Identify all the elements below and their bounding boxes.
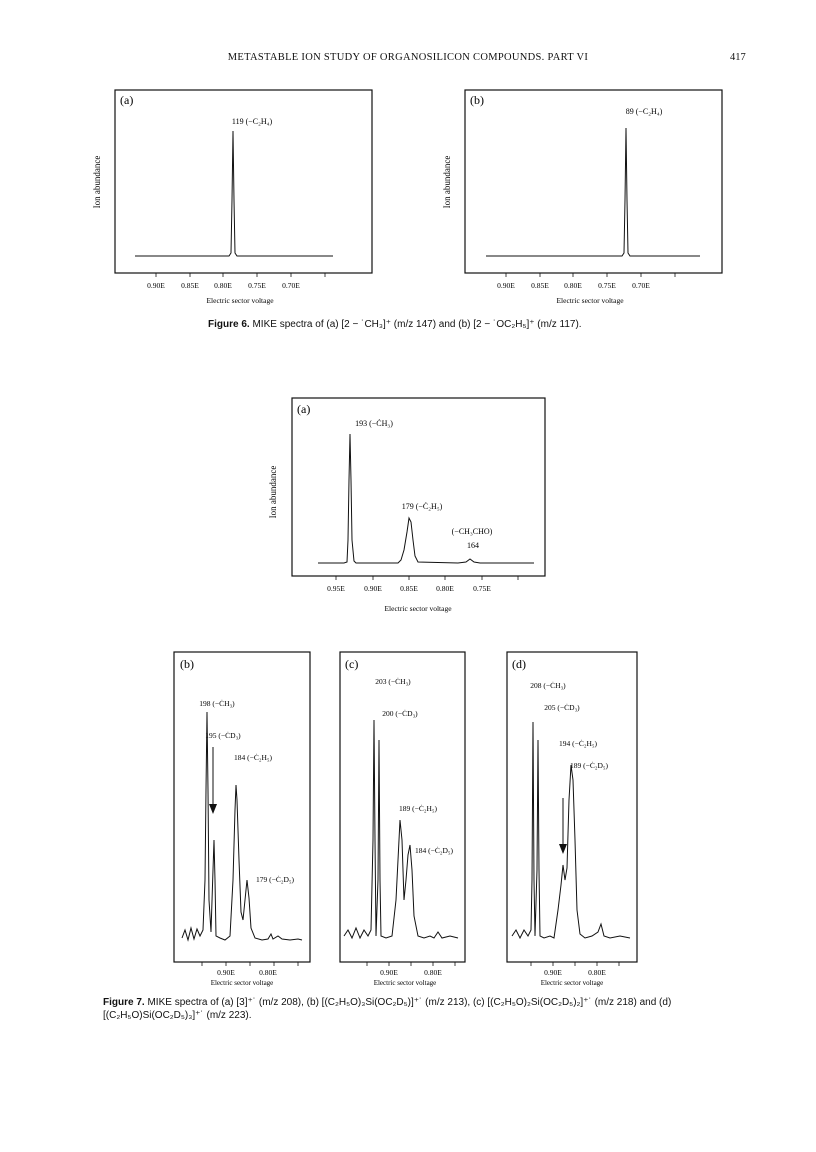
panel-b-xtick: 0.80E — [564, 281, 582, 290]
fig7a-xlabel: Electric sector voltage — [384, 604, 452, 613]
panel-a-xtick: 0.80E — [214, 281, 232, 290]
fig7d-peak-label: 205 (−ĊD₃) — [544, 703, 580, 712]
panel-a-xtick: 0.90E — [147, 281, 165, 290]
fig7c — [340, 652, 465, 987]
fig7c-xtick: 0.80E — [424, 968, 442, 977]
fig7b-spectrum-line — [182, 712, 302, 940]
fig7a-xtick: 0.75E — [473, 584, 491, 593]
fig7d — [507, 652, 637, 987]
figure-6-caption-text: MIKE spectra of (a) [2 − ˙CH₃]⁺ (m/z 147) and (b) [2 − ˙OC₂H₅]⁺ (m/z 117). — [252, 319, 582, 330]
panel-a-xtick: 0.70E — [282, 281, 300, 290]
panel-b-xlabel: Electric sector voltage — [556, 296, 624, 305]
fig7d-spectrum-line — [512, 722, 630, 938]
fig7d-peak-label: 194 (−Ċ₂H₅) — [559, 739, 597, 748]
figure-6 — [0, 0, 816, 330]
fig7a-xtick: 0.85E — [400, 584, 418, 593]
panel-a-ylabel: Ion abundance — [92, 155, 102, 209]
figure-6-caption-label: Figure 6. — [208, 319, 250, 330]
fig7c-peak-label: 184 (−Ċ₂D₅) — [415, 846, 453, 855]
fig7a-label: (a) — [297, 402, 311, 416]
panel-b-xtick: 0.75E — [598, 281, 616, 290]
figure-7-panels-bcd — [0, 640, 816, 1000]
fig7a-peak-label: (−CH₃CHO) — [451, 527, 493, 536]
fig7d-peak-label: 208 (−ĊH₃) — [530, 681, 566, 690]
fig7a-xtick: 0.90E — [364, 584, 382, 593]
fig7b-xlabel: Electric sector voltage — [210, 979, 274, 987]
panel-b-spectrum-line — [486, 128, 700, 256]
fig7d-xlabel: Electric sector voltage — [540, 979, 604, 987]
panel-b-ylabel: Ion abundance — [442, 155, 452, 209]
fig7d-frame — [507, 652, 637, 962]
running-head: METASTABLE ION STUDY OF ORGANOSILICON COMPOUNDS. PART VI — [227, 52, 589, 63]
fig7c-spectrum-line — [344, 720, 458, 938]
panel-a-xlabel: Electric sector voltage — [206, 296, 274, 305]
fig7c-label: (c) — [345, 657, 359, 671]
panel-b-xtick: 0.85E — [531, 281, 549, 290]
fig7c-xlabel: Electric sector voltage — [373, 979, 437, 987]
panel-b-xtick: 0.90E — [497, 281, 515, 290]
page-number: 417 — [730, 52, 746, 63]
fig7b-xtick: 0.80E — [259, 968, 277, 977]
fig7b-label: (b) — [180, 657, 194, 671]
panel-b-peak-label: 89 (−C₂H₄) — [625, 107, 663, 116]
figure-6-panel-b — [442, 90, 722, 305]
fig7c-xtick: 0.90E — [380, 968, 398, 977]
figure-7-caption-label: Figure 7. — [103, 997, 145, 1008]
figure-6-panel-a — [92, 90, 372, 305]
fig7a-frame — [292, 398, 545, 576]
fig7b-xtick: 0.90E — [217, 968, 235, 977]
panel-a-xtick: 0.85E — [181, 281, 199, 290]
panel-b-xtick: 0.70E — [632, 281, 650, 290]
fig7a-ylabel: Ion abundance — [268, 465, 278, 519]
fig7c-peak-label: 203 (−ĊH₃) — [375, 677, 411, 686]
fig7b-peak-label: 195 (−ĊD₃) — [205, 731, 241, 740]
fig7b-peak-label: 198 (−ĊH₃) — [199, 699, 235, 708]
fig7b-peak-label: 179 (−Ċ₂D₅) — [256, 875, 294, 884]
fig7d-xtick: 0.90E — [544, 968, 562, 977]
panel-a-xaxis — [156, 273, 325, 277]
fig7a-peak-label: 193 (−ĊH₃) — [355, 419, 393, 428]
fig7b-peak-label: 184 (−Ċ₂H₅) — [234, 753, 272, 762]
panel-a-spectrum-line — [135, 131, 333, 256]
fig7d-label: (d) — [512, 657, 526, 671]
figure-6-caption — [208, 318, 728, 331]
fig7d-peak-label: 189 (−Ċ₂D₅) — [570, 761, 608, 770]
fig7a-xtick: 0.80E — [436, 584, 454, 593]
figure-7-caption-line-1: MIKE spectra of (a) [3]⁺˙ (m/z 208), (b) [(C₂H₅O)₃Si(OC₂D₅)]⁺˙ (m/z 213), (c) [(C₂H₅O)₂Si(OC₂D₅)₂]⁺˙ (m/z 218) and (d) — [147, 997, 672, 1008]
fig7d-arrow-head — [559, 844, 567, 854]
panel-a-label: (a) — [120, 93, 134, 107]
panel-b-frame — [465, 90, 722, 273]
fig7a-peak-label: 164 — [467, 541, 479, 550]
panel-a-peak-label: 119 (−C₂H₄) — [231, 117, 273, 126]
fig7c-peak-label: 189 (−Ċ₂H₅) — [399, 804, 437, 813]
figure-7-caption-line-2: [(C₂H₅O)Si(OC₂D₅)₃]⁺˙ (m/z 223). — [103, 1010, 252, 1021]
panel-b-label: (b) — [470, 93, 484, 107]
fig7d-xtick: 0.80E — [588, 968, 606, 977]
fig7b — [174, 652, 310, 987]
panel-a-xtick: 0.75E — [248, 281, 266, 290]
figure-7-panel-a — [0, 380, 816, 620]
fig7a-spectrum-line — [318, 434, 534, 563]
panel-b-xaxis — [506, 273, 675, 277]
fig7b-arrow-head — [209, 804, 217, 814]
figure-7-caption — [103, 996, 743, 1022]
fig7c-peak-label: 200 (−ĊD₃) — [382, 709, 418, 718]
fig7a-peak-label: 179 (−Ċ₂H₅) — [401, 502, 443, 511]
fig7a-xtick: 0.95E — [327, 584, 345, 593]
